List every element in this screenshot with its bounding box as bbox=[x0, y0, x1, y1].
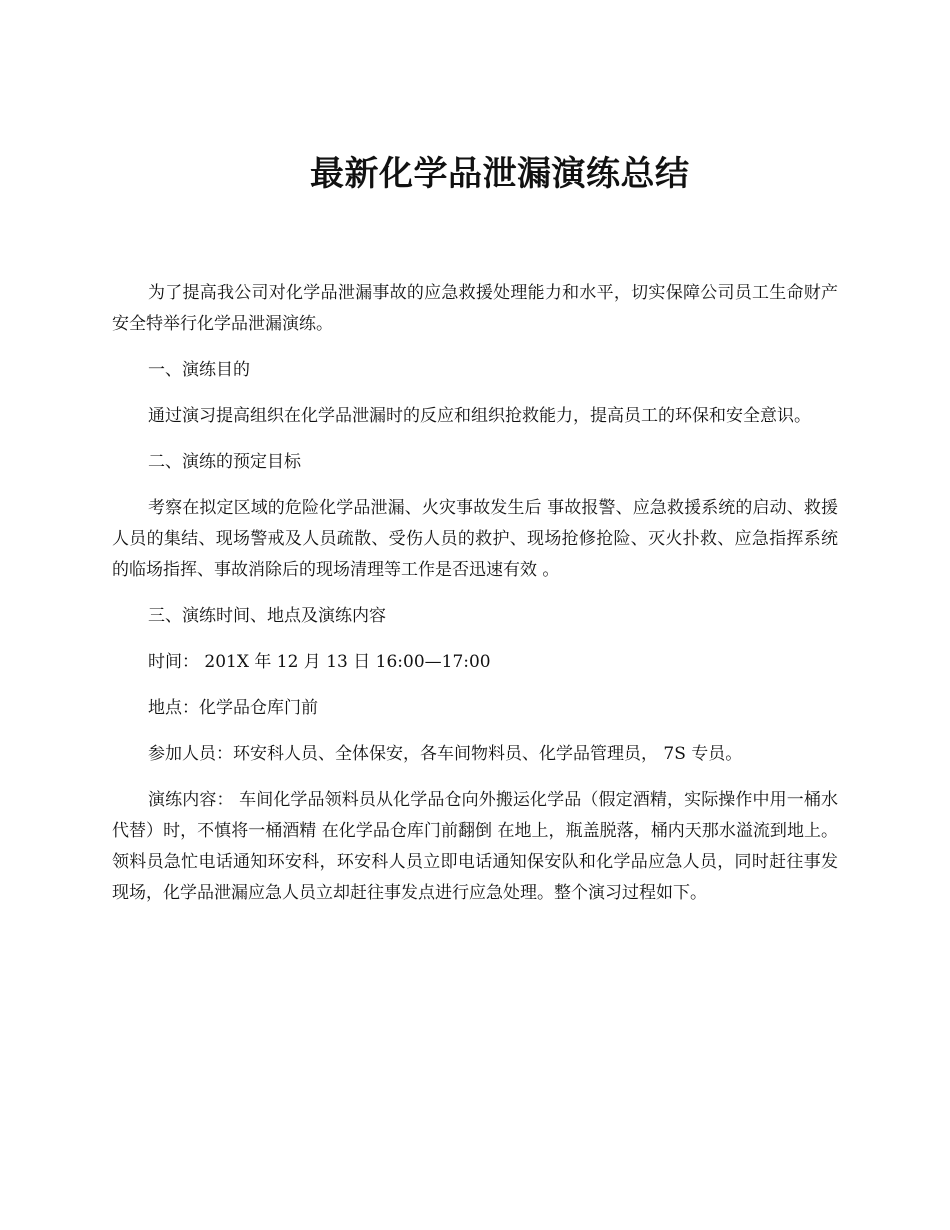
section-heading-purpose: 一、演练目的 bbox=[148, 360, 250, 380]
section-heading-goals: 二、演练的预定目标 bbox=[148, 452, 301, 472]
document-title: 最新化学品泄漏演练总结 bbox=[310, 154, 690, 194]
drill-content-paragraph: 演练内容： 车间化学品领料员从化学品仓向外搬运化学品（假定酒精，实际操作中用一桶水代替）时，不慎将一桶酒精 在化学品仓库门前翻倒 在地上，瓶盖脱落，桶内天那水溢流到地上。领料员急忙电话通知环安科，环安科人员立即电话通知保安队和化学品应急人员，同时赶往事发现场，化学品泄漏应急人员立却赶往事发点进行应急处理。整个演习过程如下。 bbox=[112, 790, 838, 903]
time-line: 时间： 201X 年 12 月 13 日 16:00—17:00 bbox=[148, 652, 491, 672]
participants-line: 参加人员：环安科人员、全体保安，各车间物料员、化学品管理员， 7S 专员。 bbox=[148, 744, 743, 764]
goals-paragraph: 考察在拟定区域的危险化学品泄漏、火灾事故发生后 事故报警、应急救援系统的启动、救援人员的集结、现场警戒及人员疏散、受伤人员的救护、现场抢修抢险、灭火扑救、应急指挥系统的临场指挥、事故消除后的现场清理等工作是否迅速有效 。 bbox=[112, 498, 838, 580]
document-body bbox=[112, 278, 838, 909]
intro-paragraph: 为了提高我公司对化学品泄漏事故的应急救援处理能力和水平，切实保障公司员工生命财产安全特举行化学品泄漏演练。 bbox=[112, 283, 838, 334]
place-line: 地点：化学品仓库门前 bbox=[148, 698, 318, 718]
section-heading-time-place: 三、演练时间、地点及演练内容 bbox=[148, 606, 386, 626]
purpose-paragraph: 通过演习提高组织在化学品泄漏时的反应和组织抢救能力，提高员工的环保和安全意识。 bbox=[148, 406, 811, 426]
